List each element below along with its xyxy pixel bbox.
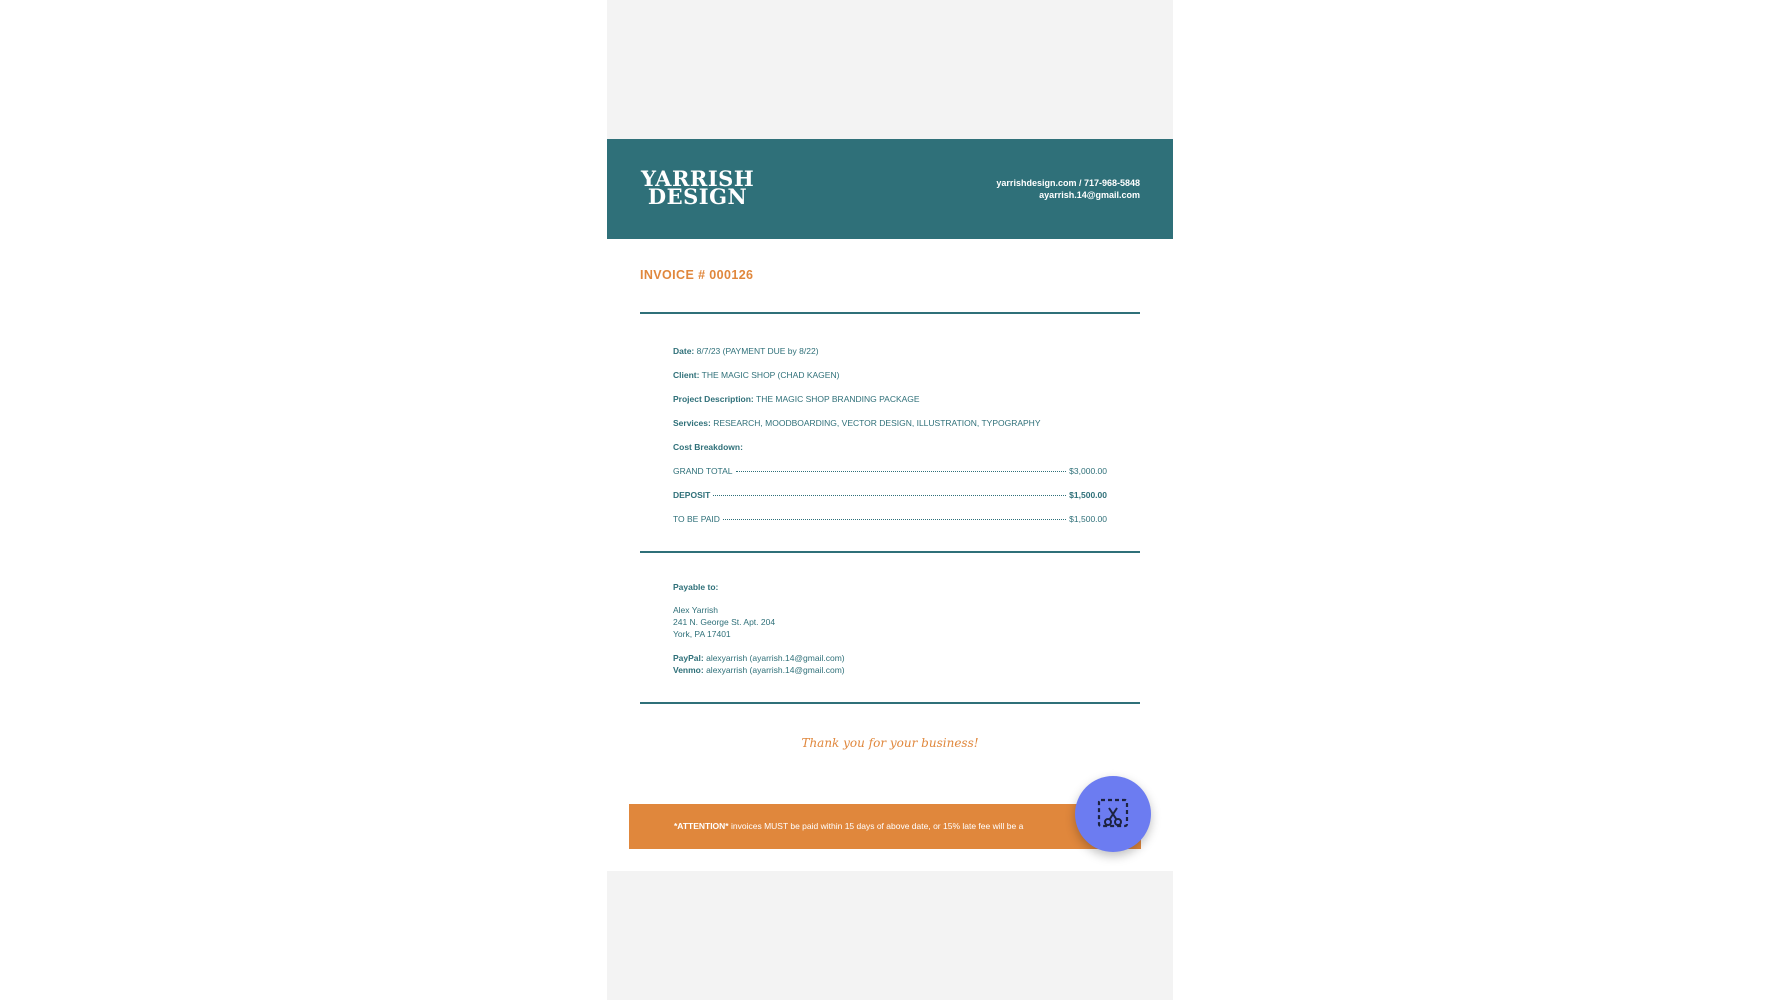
invoice-title: INVOICE # 000126 [640, 268, 754, 282]
payee-address-1: 241 N. George St. Apt. 204 [673, 617, 776, 627]
logo-line-1: YARRISH [641, 166, 755, 191]
screenshot-tool-button[interactable] [1075, 776, 1151, 852]
field-value: THE MAGIC SHOP BRANDING PACKAGE [756, 394, 920, 404]
payee-name: Alex Yarrish [673, 605, 719, 615]
paypal-label: PayPal: [673, 653, 704, 663]
field-value: 8/7/23 (PAYMENT DUE by 8/22) [696, 346, 819, 356]
cost-breakdown-heading [673, 442, 743, 452]
thank-you-note: Thank you for your business! [801, 736, 979, 750]
field-client [673, 370, 839, 380]
divider-1 [640, 312, 1140, 314]
cost-amount: $1,500.00 [1069, 514, 1107, 524]
cost-amount: $3,000.00 [1069, 466, 1107, 476]
field-label: Project Description: [673, 394, 754, 404]
divider-2 [640, 551, 1140, 553]
field-label: Client: [673, 370, 700, 380]
venmo-line [673, 664, 845, 676]
cost-row-deposit [673, 490, 1107, 500]
contact-line-2: ayarrish.14@gmail.com [1039, 190, 1140, 200]
contact-line-1: yarrishdesign.com / 717-968-5848 [996, 178, 1140, 188]
cost-label: TO BE PAID [673, 514, 720, 524]
document-page [607, 0, 1173, 1000]
attention-message: invoices MUST be paid within 15 days of above date, or 15% late fee will be a [731, 821, 1024, 831]
paypal-value: alexyarrish (ayarrish.14@gmail.com) [706, 653, 845, 663]
attention-banner [629, 804, 1141, 849]
attention-text [674, 821, 1084, 831]
screenshot-scissors-icon [1094, 795, 1132, 833]
invoice-sheet [607, 139, 1173, 871]
divider-3 [640, 702, 1140, 704]
field-value: THE MAGIC SHOP (CHAD KAGEN) [701, 370, 840, 380]
field-label: Date: [673, 346, 695, 356]
dot-leader [723, 518, 1066, 520]
field-services [673, 418, 1041, 428]
venmo-value: alexyarrish (ayarrish.14@gmail.com) [706, 665, 845, 675]
cost-label: GRAND TOTAL [673, 466, 733, 476]
field-value: RESEARCH, MOODBOARDING, VECTOR DESIGN, ILLUSTRATION, TYPOGRAPHY [713, 418, 1041, 428]
dot-leader [736, 470, 1067, 472]
logo-line-2: DESIGN [647, 184, 748, 209]
header-contact [996, 177, 1140, 201]
cost-heading-label: Cost Breakdown: [673, 442, 743, 452]
cost-row-to-be-paid [673, 514, 1107, 524]
payable-heading [673, 582, 718, 592]
invoice-header [607, 139, 1173, 239]
cost-amount: $1,500.00 [1069, 490, 1107, 500]
payment-methods [673, 652, 845, 676]
cost-row-grand-total [673, 466, 1107, 476]
payee-address-2: York, PA 17401 [673, 629, 731, 639]
payable-heading-label: Payable to: [673, 582, 719, 592]
venmo-label: Venmo: [673, 665, 704, 675]
field-label: Services: [673, 418, 711, 428]
dot-leader [713, 494, 1066, 496]
logo [641, 166, 755, 209]
cost-label: DEPOSIT [673, 490, 711, 500]
payable-address [673, 604, 775, 640]
attention-label: *ATTENTION* [674, 821, 729, 831]
paypal-line [673, 652, 845, 664]
field-project-description [673, 394, 920, 404]
field-date [673, 346, 819, 356]
